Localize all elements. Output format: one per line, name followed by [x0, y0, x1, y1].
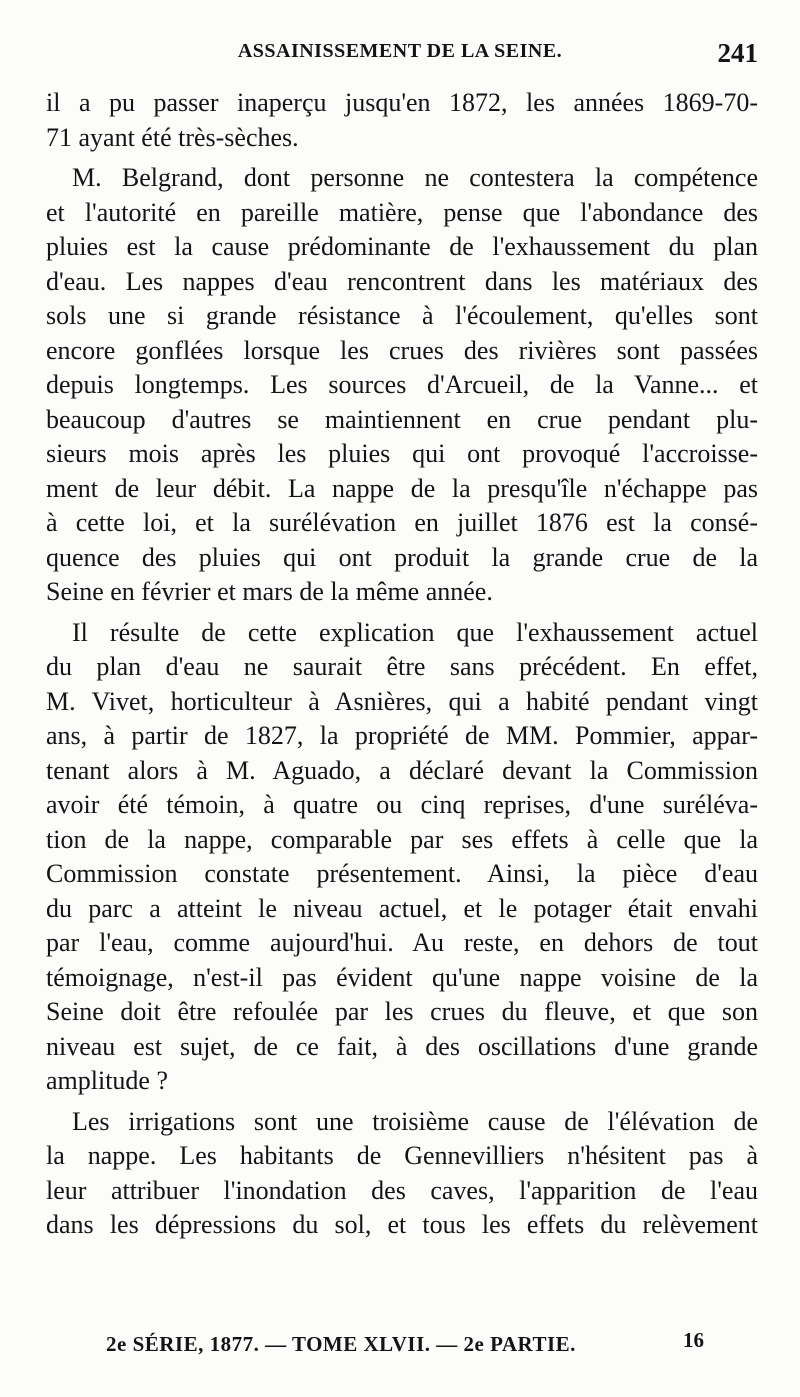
- body-text: [46, 86, 758, 1249]
- text-line: dans les dépressions du sol, et tous les effets du relèvement: [46, 1210, 758, 1239]
- text-line: et l'autorité en pareille matière, pense que l'abondance des: [46, 197, 758, 227]
- text-line: ment de leur débit. La nappe de la presqu'île n'échappe pas: [46, 473, 758, 503]
- text-line: il a pu passer inaperçu jusqu'en 1872, les années 1869-70-: [46, 88, 758, 117]
- text-line: du plan d'eau ne saurait être sans précédent. En effet,: [46, 652, 758, 681]
- page-footer: [92, 1328, 712, 1364]
- text-line: Il résulte de cette explication que l'exhaussement actuel: [72, 617, 758, 647]
- running-head: [40, 38, 760, 74]
- text-line: à cette loi, et la surélévation en juillet 1876 est la consé-: [46, 508, 758, 537]
- text-line: la nappe. Les habitants de Gennevilliers n'hésitent pas à: [46, 1141, 758, 1170]
- text-line: témoignage, n'est-il pas évident qu'une nappe voisine de la: [46, 962, 758, 992]
- text-line: sols une si grande résistance à l'écoulement, qu'elles sont: [46, 301, 758, 330]
- text-line: leur attribuer l'inondation des caves, l'apparition de l'eau: [46, 1175, 758, 1205]
- paragraph-2: [46, 161, 758, 610]
- text-line: tenant alors à M. Aguado, a déclaré devant la Commission: [46, 755, 758, 785]
- paragraph-4: [46, 1105, 758, 1243]
- text-line: Commission constate présentement. Ainsi, la pièce d'eau: [46, 859, 758, 888]
- text-line: quence des pluies qui ont produit la grande crue de la: [46, 542, 758, 572]
- text-line: avoir été témoin, à quatre ou cinq reprises, d'une suréléva-: [46, 790, 758, 819]
- text-line: depuis longtemps. Les sources d'Arcueil, de la Vanne... et: [46, 370, 758, 399]
- text-line: Les irrigations sont une troisième cause de l'élévation de: [72, 1106, 758, 1136]
- signature-mark: 16: [683, 1328, 704, 1352]
- text-line: d'eau. Les nappes d'eau rencontrent dans les matériaux des: [46, 266, 758, 296]
- text-line: du parc a atteint le niveau actuel, et le potager était envahi: [46, 893, 758, 923]
- paragraph-1: [46, 86, 758, 155]
- text-line: amplitude ?: [46, 1066, 169, 1095]
- text-line: Seine en février et mars de la même année.: [46, 577, 493, 606]
- paragraph-3: [46, 616, 758, 1099]
- text-line: M. Vivet, horticulteur à Asnières, qui a habité pendant vingt: [46, 686, 758, 716]
- text-line: pluies est la cause prédominante de l'exhaussement du plan: [46, 232, 758, 261]
- text-line: ans, à partir de 1827, la propriété de MM. Pommier, appar-: [46, 721, 758, 750]
- text-line: niveau est sujet, de ce fait, à des oscillations d'une grande: [46, 1031, 758, 1061]
- text-line: beaucoup d'autres se maintiennent en crue pendant plu-: [46, 404, 758, 434]
- text-line: sieurs mois après les pluies qui ont provoqué l'accroisse-: [46, 439, 758, 468]
- text-line: 71 ayant été très-sèches.: [46, 122, 299, 152]
- text-line: M. Belgrand, dont personne ne contestera la compétence: [72, 163, 758, 192]
- text-line: Seine doit être refoulée par les crues du fleuve, et que son: [46, 997, 758, 1026]
- running-title: ASSAINISSEMENT DE LA SEINE.: [237, 40, 563, 62]
- footer-series: 2e SÉRIE, 1877. — TOME XLVII. — 2e PARTIE.: [106, 1332, 576, 1356]
- text-line: tion de la nappe, comparable par ses effets à celle que la: [46, 824, 758, 854]
- page-number: 241: [717, 38, 758, 68]
- text-line: encore gonflées lorsque les crues des rivières sont passées: [46, 335, 758, 365]
- text-line: par l'eau, comme aujourd'hui. Au reste, en dehors de tout: [46, 928, 758, 957]
